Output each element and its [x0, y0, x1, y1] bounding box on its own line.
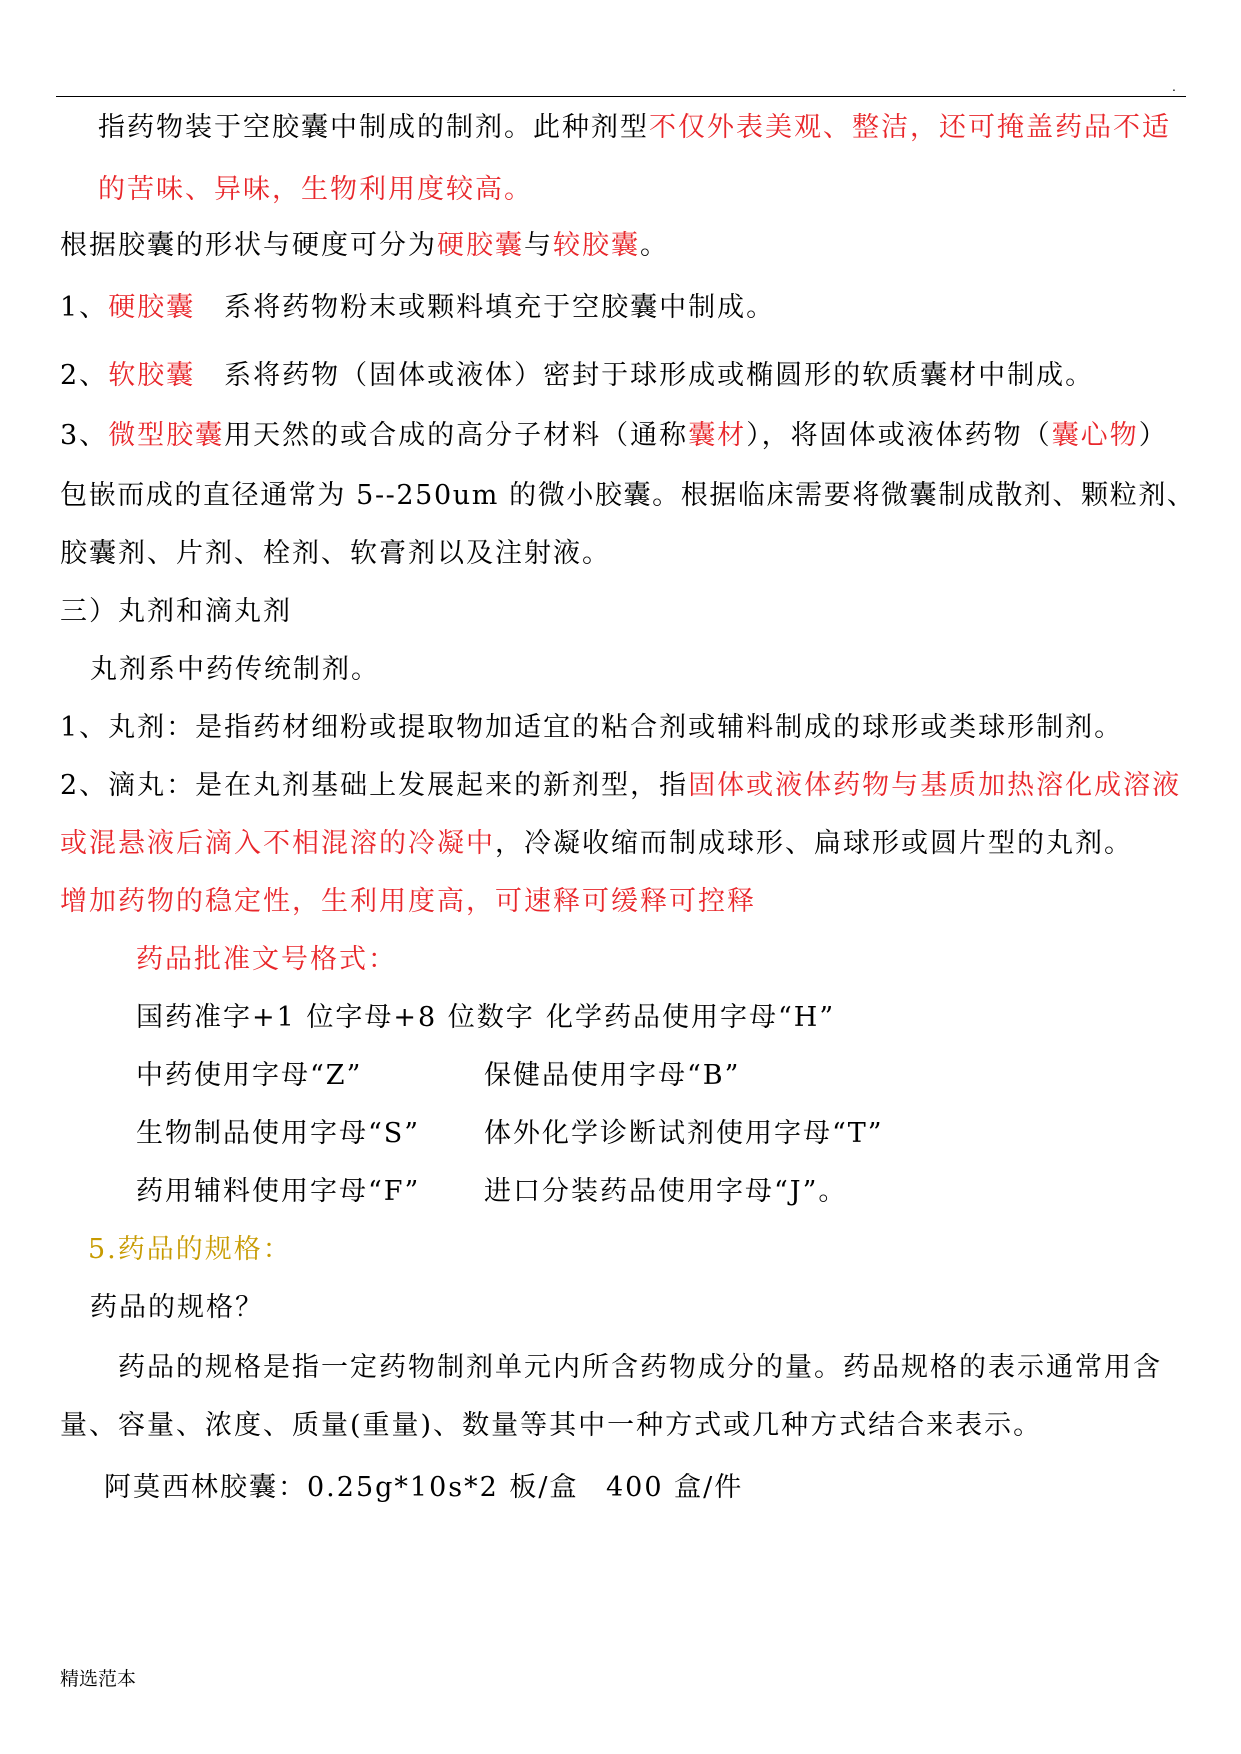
item-name: 软胶囊 — [108, 360, 196, 391]
capsule-item-3-line-3: 胶囊剂、片剂、栓剂、软膏剂以及注射液。 — [60, 538, 611, 569]
item-number: 1、 — [60, 292, 109, 323]
spec-paragraph-line-2: 量、容量、浓度、质量(重量)、数量等其中一种方式或几种方式结合来表示。 — [60, 1410, 1043, 1441]
item-name: 硬胶囊 — [108, 292, 196, 323]
item-number: 3、 — [60, 420, 109, 451]
core-material-term: 囊心物 — [1051, 420, 1139, 451]
capsule-item-3-line-2: 包嵌而成的直径通常为 5--250um 的微小胶囊。根据临床需要将微囊制成散剂、颗粒剂、 — [60, 480, 1196, 511]
approval-row-1b: 化学药品使用字母“H” — [546, 1002, 836, 1033]
item-number: 2、 — [60, 360, 109, 391]
hard-capsule-term: 硬胶囊 — [437, 230, 524, 261]
capsule-item-3 — [60, 418, 1168, 454]
capsule-item-2 — [60, 358, 1094, 394]
approval-row-1a: 国药准字+1 位字母+8 位数字 — [136, 1002, 535, 1033]
approval-row-4a: 药用辅料使用字母“F” — [136, 1176, 421, 1207]
approval-row-2a: 中药使用字母“Z” — [136, 1060, 363, 1091]
capsule-item-1 — [60, 290, 775, 326]
drip-pill-text: ，冷凝收缩而制成球形、扁球形或圆片型的丸剂。 — [495, 828, 1133, 859]
approval-row-3a: 生物制品使用字母“S” — [136, 1118, 421, 1149]
pills-intro: 丸剂系中药传统制剂。 — [90, 654, 380, 685]
pills-benefit: 增加药物的稳定性，生利用度高，可速释可缓释可控释 — [60, 886, 756, 917]
capsule-intro-text: 指药物装于空胶囊中制成的制剂。此种剂型 — [98, 112, 649, 143]
item-name: 微型胶囊 — [108, 420, 225, 451]
spec-example-b: 400 盒/件 — [606, 1472, 744, 1503]
pills-item-2 — [60, 768, 1181, 804]
classify-end: 。 — [640, 230, 669, 261]
capsule-material-term: 囊材 — [688, 420, 747, 451]
item-desc: ） — [1138, 420, 1168, 451]
capsule-intro-highlight: 不仅外表美观、整洁，还可掩盖药品不适 — [649, 112, 1171, 143]
approval-row-4b: 进口分装药品使用字母“J”。 — [484, 1176, 848, 1207]
approval-title: 药品批准文号格式： — [136, 944, 397, 975]
drip-pill-highlight: 或混悬液后滴入不相混溶的冷凝中 — [60, 828, 495, 859]
classify-and: 与 — [524, 230, 553, 261]
capsule-intro-line-1 — [98, 110, 1171, 146]
drip-pill-highlight: 固体或液体药物与基质加热溶化成溶液 — [688, 770, 1182, 801]
spec-example-a: 阿莫西林胶囊：0.25g*10s*2 板/盒 — [104, 1472, 579, 1503]
item-desc: ），将固体或液体药物（ — [746, 420, 1052, 451]
spec-heading: 5.药品的规格： — [88, 1234, 292, 1265]
capsule-intro-line-2: 的苦味、异味，生物利用度较高。 — [98, 174, 533, 205]
footer-label: 精选范本 — [60, 1668, 137, 1690]
pills-heading: 三）丸剂和滴丸剂 — [60, 596, 292, 627]
classify-text: 根据胶囊的形状与硬度可分为 — [60, 230, 437, 261]
pills-item-1: 1、丸剂：是指药材细粉或提取物加适宜的粘合剂或辅料制成的球形或类球形制剂。 — [60, 712, 1124, 743]
item-desc: 用天然的或合成的高分子材料（通称 — [224, 420, 689, 451]
pills-item-2-line-2 — [60, 826, 1133, 862]
item-desc: 系将药物粉末或颗料填充于空胶囊中制成。 — [195, 292, 776, 323]
item-desc: 系将药物（固体或液体）密封于球形成或椭圆形的软质囊材中制成。 — [195, 360, 1095, 391]
header-rule — [56, 96, 1186, 97]
soft-capsule-term: 较胶囊 — [553, 230, 640, 261]
spec-paragraph-line-1: 药品的规格是指一定药物制剂单元内所含药物成分的量。药品规格的表示通常用含 — [118, 1352, 1162, 1383]
capsule-classify-line — [60, 228, 669, 264]
spec-question: 药品的规格？ — [90, 1292, 264, 1323]
approval-row-2b: 保健品使用字母“B” — [484, 1060, 741, 1091]
header-dot: . — [1172, 78, 1176, 94]
drip-pill-text: 2、滴丸：是在丸剂基础上发展起来的新剂型，指 — [60, 770, 689, 801]
approval-row-3b: 体外化学诊断试剂使用字母“T” — [484, 1118, 884, 1149]
